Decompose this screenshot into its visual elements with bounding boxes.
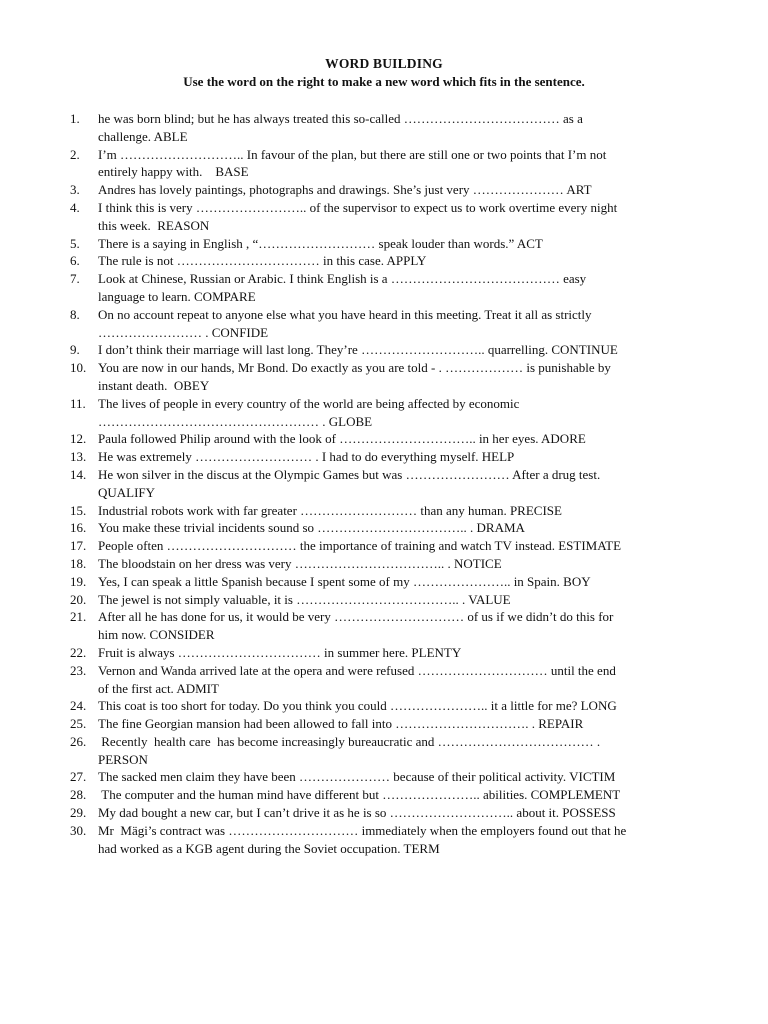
exercise-number: 6. (70, 253, 80, 269)
exercise-sentence: He won silver in the discus at the Olympic Games but was …………………… After a drug test. QUALIFY (98, 466, 601, 500)
exercise-item (70, 822, 710, 858)
exercise-number: 16. (70, 520, 87, 536)
exercise-item (70, 395, 710, 431)
exercise-sentence: People often ………………………… the importance of training and watch TV instead. ESTIMATE (98, 538, 622, 554)
exercise-item (70, 146, 710, 182)
exercise-number: 9. (70, 342, 80, 358)
exercise-sentence: You are now in our hands, Mr Bond. Do exactly as you are told - . ……………… is punishable by instant death. OBEY (98, 360, 611, 393)
exercise-number: 11. (70, 395, 86, 411)
exercise-number: 12. (70, 431, 87, 447)
exercise-number: 13. (70, 449, 87, 465)
exercise-item (70, 608, 710, 644)
exercise-item (70, 430, 710, 448)
exercise-sentence: This coat is too short for today. Do you think you could ………………….. it a little for me? LONG (98, 698, 617, 714)
exercise-item (70, 786, 710, 804)
exercise-sentence: My dad bought a new car, but I can’t drive it as he is so ……………………….. about it. POSSESS (98, 805, 616, 821)
exercise-sentence: I’m ……………………….. In favour of the plan, but there are still one or two points that I’m not entirely happy with. BASE (98, 146, 607, 180)
exercise-item (70, 306, 710, 342)
exercise-sentence: The sacked men claim they have been ………………… because of their political activity. VICTIM (98, 769, 616, 785)
exercise-number: 20. (70, 591, 87, 607)
exercise-item (70, 804, 710, 822)
exercise-item (70, 448, 710, 466)
exercise-sentence: On no account repeat to anyone else what you have heard in this meeting. Treat it all as strictly …………………… . CONFIDE (98, 306, 592, 340)
exercise-list (70, 110, 710, 857)
exercise-item (70, 715, 710, 733)
exercise-sentence: The fine Georgian mansion had been allowed to fall into …………………………. . REPAIR (98, 716, 584, 732)
exercise-item (70, 697, 710, 715)
exercise-item (70, 591, 710, 609)
exercise-item (70, 733, 710, 769)
exercise-number: 29. (70, 805, 87, 821)
exercise-sentence: The computer and the human mind have different but ………………….. abilities. COMPLEMENT (98, 787, 621, 803)
exercise-number: 5. (70, 235, 80, 251)
exercise-item (70, 110, 710, 146)
exercise-number: 18. (70, 555, 87, 571)
exercise-sentence: Mr Mägi’s contract was ………………………… immediately when the employers found out that he had worked as a KGB agent during the Soviet occupation. TERM (98, 822, 627, 856)
exercise-sentence: Fruit is always …………………………… in summer here. PLENTY (98, 644, 462, 660)
exercise-item (70, 252, 710, 270)
exercise-sentence: he was born blind; but he has always treated this so-called ……………………………… as a challenge. ABLE (98, 111, 583, 144)
exercise-number: 15. (70, 502, 87, 518)
exercise-sentence: The jewel is not simply valuable, it is ……………………………….. . VALUE (98, 591, 511, 607)
exercise-sentence: There is a saying in English , “……………………… speak louder than words.” ACT (98, 235, 543, 251)
exercise-number: 4. (70, 199, 80, 215)
exercise-number: 23. (70, 662, 87, 678)
exercise-item (70, 519, 710, 537)
exercise-item (70, 270, 710, 306)
exercise-item (70, 359, 710, 395)
exercise-number: 8. (70, 306, 80, 322)
exercise-number: 2. (70, 146, 80, 162)
exercise-sentence: I don’t think their marriage will last long. They’re ……………………….. quarrelling. CONTINUE (98, 342, 618, 358)
exercise-number: 27. (70, 769, 87, 785)
exercise-sentence: I think this is very …………………….. of the supervisor to expect us to work overtime every night this week. REASON (98, 199, 618, 233)
exercise-number: 14. (70, 466, 87, 482)
exercise-sentence: He was extremely ……………………… . I had to do everything myself. HELP (98, 449, 515, 465)
exercise-sentence: Andres has lovely paintings, photographs and drawings. She’s just very ………………… ART (98, 182, 592, 198)
exercise-number: 26. (70, 733, 87, 749)
exercise-item (70, 235, 710, 253)
worksheet-instruction: Use the word on the right to make a new word which fits in the sentence. (183, 74, 585, 89)
exercise-number: 1. (70, 111, 80, 126)
exercise-sentence: You make these trivial incidents sound so …………………………….. . DRAMA (98, 520, 525, 536)
exercise-sentence: The rule is not …………………………… in this case. APPLY (98, 253, 427, 269)
exercise-item (70, 573, 710, 591)
exercise-sentence: Recently health care has become increasingly bureaucratic and ……………………………… . PERSON (98, 733, 601, 767)
worksheet-title: WORD BUILDING (325, 56, 443, 71)
exercise-number: 25. (70, 716, 87, 732)
exercise-number: 24. (70, 698, 87, 714)
exercise-number: 30. (70, 822, 87, 838)
exercise-number: 17. (70, 538, 87, 554)
exercise-item (70, 199, 710, 235)
exercise-sentence: Industrial robots work with far greater ……………………… than any human. PRECISE (98, 502, 562, 518)
exercise-item (70, 768, 710, 786)
exercise-item (70, 644, 710, 662)
exercise-item (70, 537, 710, 555)
exercise-number: 10. (70, 360, 87, 376)
exercise-number: 28. (70, 787, 87, 803)
exercise-sentence: Yes, I can speak a little Spanish because I spent some of my ………………….. in Spain. BOY (98, 573, 591, 589)
exercise-sentence: The lives of people in every country of the world are being affected by economic …………………………………………… . GLOBE (98, 395, 520, 429)
exercise-item (70, 181, 710, 199)
exercise-item (70, 662, 710, 698)
exercise-item (70, 555, 710, 573)
exercise-number: 21. (70, 609, 87, 625)
exercise-sentence: Look at Chinese, Russian or Arabic. I think English is a ………………………………… easy language to learn. COMPARE (98, 271, 587, 304)
exercise-number: 3. (70, 182, 80, 198)
exercise-number: 7. (70, 271, 80, 287)
exercise-sentence: After all he has done for us, it would be very ………………………… of us if we didn’t do this for him now. CONSIDER (98, 609, 614, 643)
exercise-sentence: Vernon and Wanda arrived late at the opera and were refused ………………………… until the end of the first act. ADMIT (98, 662, 616, 696)
exercise-number: 22. (70, 644, 87, 660)
exercise-sentence: The bloodstain on her dress was very …………………………….. . NOTICE (98, 555, 502, 571)
exercise-item (70, 466, 710, 502)
exercise-item (70, 341, 710, 359)
exercise-sentence: Paula followed Philip around with the look of ………………………….. in her eyes. ADORE (98, 431, 586, 447)
exercise-number: 19. (70, 573, 87, 589)
exercise-item (70, 502, 710, 520)
